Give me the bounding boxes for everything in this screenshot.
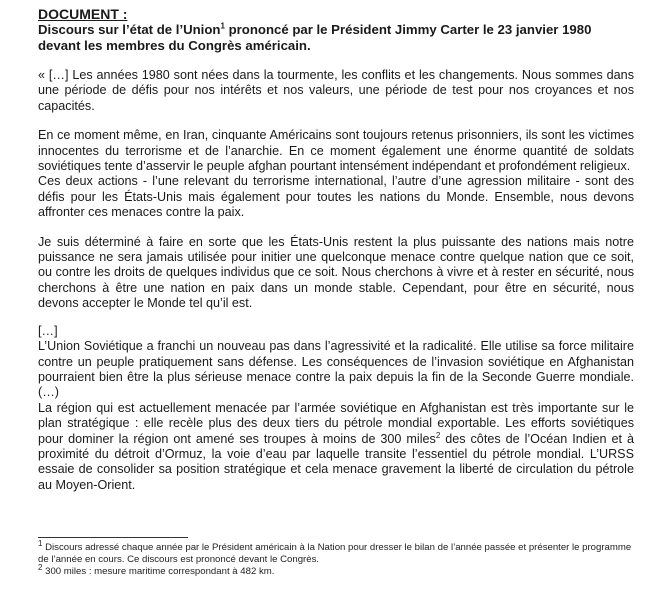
- footnote-divider: [38, 537, 188, 538]
- paragraph-4: Je suis déterminé à faire en sorte que les États-Unis restent la plus puissante des nations mais notre puissance ne sera jamais utilisée pour initier une quelconque menace contre quelque nation que ce soit, ou contre les droits de quelques individus que ce soit. Nous cherchons à vivre et à rester en sécurité, nous cherchons à être une nation en paix dans un monde stable. Cependant, pour être en sécurité, nous devons accepter le Monde tel qu’il est.: [38, 234, 634, 311]
- ellipsis: […]: [38, 323, 58, 338]
- document-label: DOCUMENT :: [38, 6, 128, 22]
- footnote-1: $^1$ Discours adressé chaque année par le Président américain à la Nation pour dresser le bilan de l’année passée et présenter le programme de l’année en cours. Ce discours est prononcé devant le Congrès.: [38, 538, 632, 565]
- footnote-ref-2: 2: [435, 430, 441, 440]
- footnote-ref-1: 1: [220, 21, 225, 31]
- document-page: [38, 6, 634, 493]
- footnote-2: $^2$ 300 miles : mesure maritime correspondant à 482 km.: [38, 562, 275, 577]
- footnotes: [38, 538, 634, 578]
- paragraph-2: En ce moment même, en Iran, cinquante Américains sont toujours retenus prisonniers, ils sont les victimes innocentes du terrorisme et de l’anarchie. En ce moment également une énorme quantité de soldats soviétiques tente d’asservir le peuple afghan pourtant intensément indépendant et profondément religieux.: [38, 128, 634, 174]
- paragraph-3: Ces deux actions - l’une relevant du terrorisme international, l’autre d’une agression militaire - sont des défis pour les États-Unis mais également pour toutes les nations du Monde. Ensemble, nous devons affronter ces menaces contre la paix.: [38, 174, 634, 220]
- document-title: Discours sur l’état de l’Union$^1$ prononcé par le Président Jimmy Carter le 23 janvier 1980 devant les membres du Congrès américain.: [38, 21, 592, 53]
- paragraph-5: L’Union Soviétique a franchi un nouveau pas dans l’agressivité et la radicalité. Elle utilise sa force militaire contre un peuple pratiquement sans défense. Les conséquences de l’invasion soviétique en Afghanistan pourraient bien être la plus sérieuse menace contre la paix depuis la fin de la Seconde Guerre mondiale. (…): [38, 339, 634, 400]
- paragraph-6: La région qui est actuellement menacée par l’armée soviétique en Afghanistan est très importante sur le plan stratégique : elle recèle plus des deux tiers du pétrole mondial exportable. Les efforts soviétiques pour dominer la région ont amené ses troupes à moins de 300 miles$^2$ des côtes de l’Océan Indien et à proximité du détroit d’Ormuz, la voie d’eau par laquelle transite l’essentiel du pétrole mondial. L’URSS essaie de consolider sa position stratégique et cela menace gravement la liberté de circulation du pétrole au Moyen-Orient.: [38, 400, 635, 492]
- paragraph-1: « […] Les années 1980 sont nées dans la tourmente, les conflits et les changements. Nous sommes dans une période de défis pour nos intérêts et nos valeurs, une période de test pour nos croyances et nos capacités.: [38, 68, 634, 113]
